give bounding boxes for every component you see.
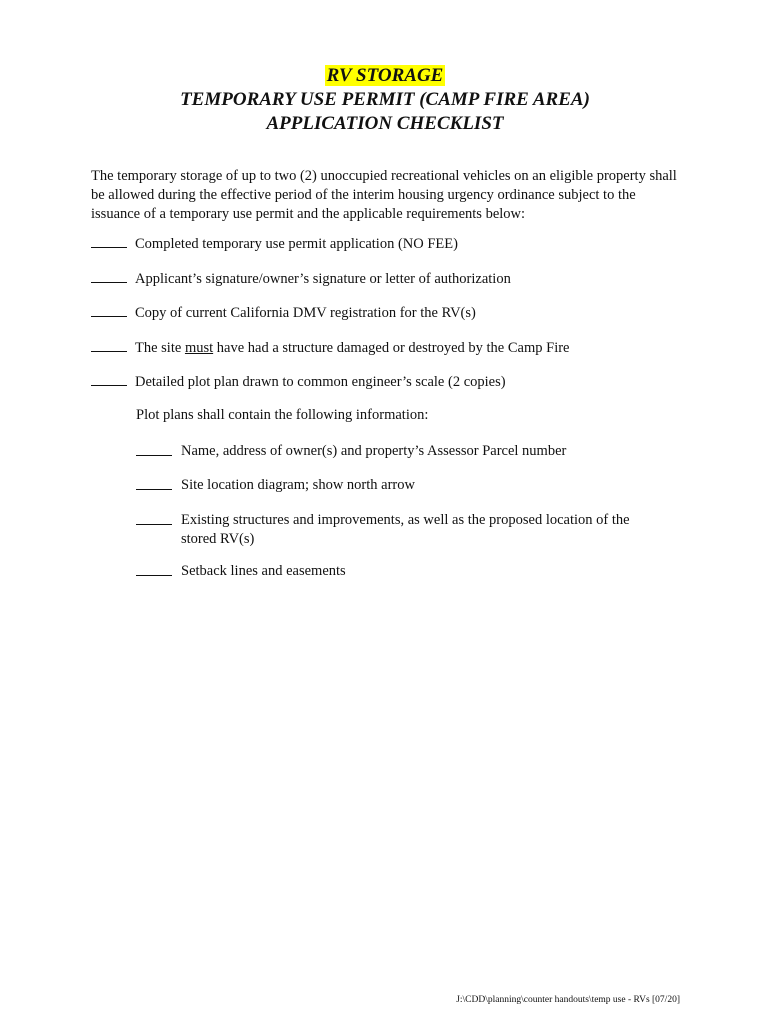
checklist-item-application: Completed temporary use permit application (NO FEE): [91, 234, 458, 254]
checklist-item-signature: Applicant’s signature/owner’s signature or letter of authorization: [91, 269, 511, 289]
checkbox-blank-line[interactable]: [91, 269, 127, 283]
checkbox-blank-line[interactable]: [136, 476, 172, 490]
checkbox-blank-line[interactable]: [136, 511, 172, 525]
sub-item-site-location: Site location diagram; show north arrow: [136, 476, 656, 496]
title-rv-storage: RV STORAGE: [326, 65, 444, 86]
title-application-checklist: APPLICATION CHECKLIST: [266, 113, 504, 134]
checkbox-blank-line[interactable]: [91, 338, 127, 352]
checkbox-blank-line[interactable]: [136, 442, 172, 456]
checkbox-blank-line[interactable]: [136, 562, 172, 576]
checklist-item-site-damaged: The site must have had a structure damaged or destroyed by the Camp Fire: [91, 338, 569, 358]
checklist-item-plot-plan: Detailed plot plan drawn to common engineer’s scale (2 copies): [91, 372, 506, 392]
sub-item-setback-lines: Setback lines and easements: [136, 562, 656, 582]
title-temporary-use-permit: TEMPORARY USE PERMIT (CAMP FIRE AREA): [180, 89, 590, 110]
plot-plans-heading: Plot plans shall contain the following information:: [136, 407, 429, 423]
footer-file-path: J:\CDD\planning\counter handouts\temp use - RVs [07/20]: [456, 995, 680, 1005]
document-title: [0, 64, 770, 136]
checkbox-blank-line[interactable]: [91, 372, 127, 386]
sub-item-owner-address: Name, address of owner(s) and property’s Assessor Parcel number: [136, 442, 656, 462]
intro-paragraph: The temporary storage of up to two (2) unoccupied recreational vehicles on an eligible property shall be allowed during the effective period of the interim housing urgency ordinance subject to the issuance of a temporary use permit and the applicable requirements below:: [91, 168, 677, 222]
checkbox-blank-line[interactable]: [91, 303, 127, 317]
sub-item-existing-structures: Existing structures and improvements, as well as the proposed location of the stored RV(s): [136, 511, 656, 531]
checkbox-blank-line[interactable]: [91, 234, 127, 248]
checklist-item-dmv-registration: Copy of current California DMV registration for the RV(s): [91, 303, 476, 323]
